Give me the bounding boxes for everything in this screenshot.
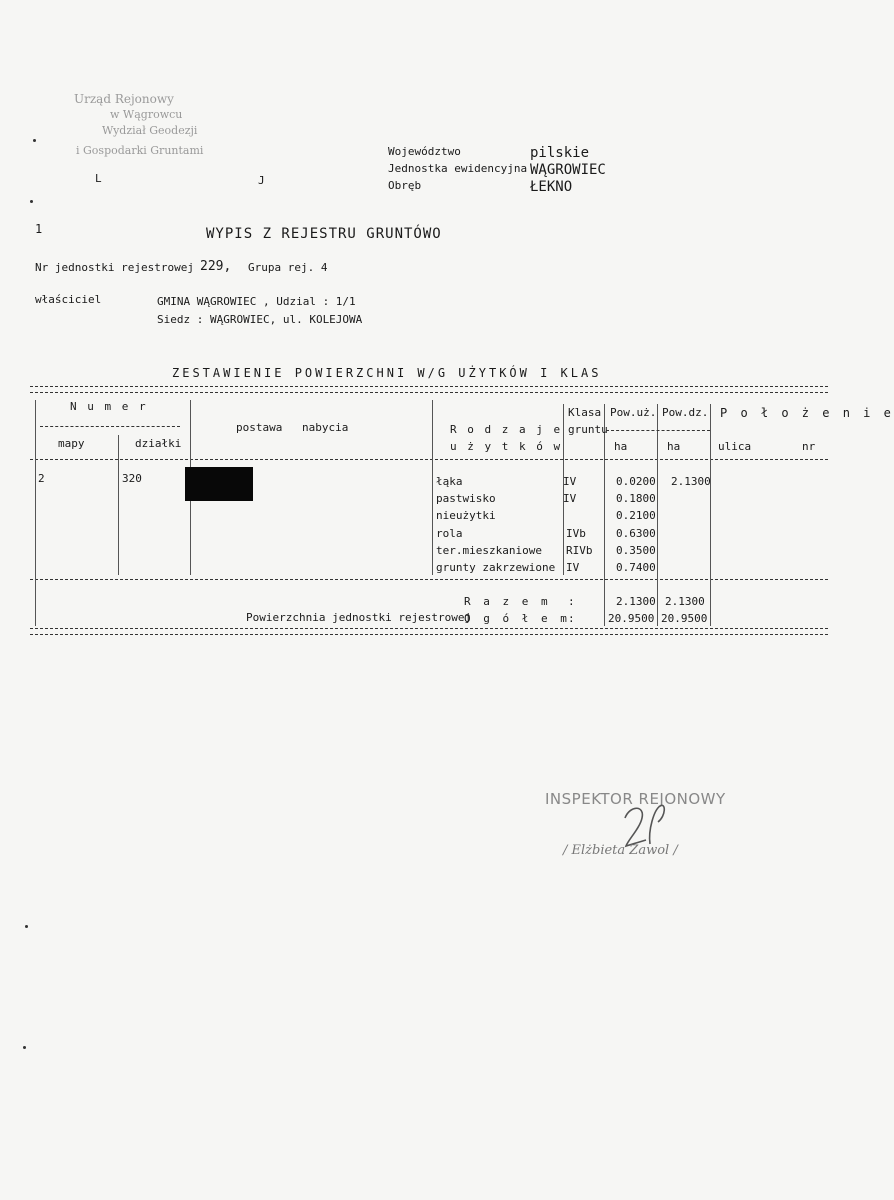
table-col-sep: [710, 404, 711, 626]
obreb-value: ŁEKNO: [530, 179, 573, 195]
header-ha-uz: ha: [614, 440, 628, 453]
cell-pow-dz: 2.1300: [671, 475, 711, 488]
header-postawa: postawa: [236, 421, 283, 434]
header-nr: nr: [802, 440, 816, 453]
bracket-left: L: [95, 172, 102, 185]
table-col-sep: [563, 404, 564, 575]
header-rodzaje: R o d z a j e: [450, 423, 563, 436]
ogolem-colon: :: [568, 612, 575, 625]
jednostka-value: WĄGROWIEC: [530, 162, 606, 178]
cell-uzytek: łąka: [436, 475, 463, 488]
cell-pow-uz: 0.7400: [616, 561, 656, 574]
office-stamp-line2: w Wągrowcu: [110, 108, 183, 121]
cell-pow-uz: 0.0200: [616, 475, 656, 488]
table-col-sep: [604, 404, 605, 626]
razem-colon: :: [568, 595, 575, 608]
office-stamp-line1: Urząd Rejonowy: [74, 92, 174, 106]
header-numer-rule: [40, 426, 180, 427]
header-pow-dz: Pow.dz.: [662, 406, 709, 419]
cell-klasa: IV: [566, 561, 580, 574]
ogolem-pow-uz: 20.9500: [608, 612, 655, 625]
cell-klasa: RIVb: [566, 544, 593, 557]
header-klasa: Klasa: [568, 406, 602, 419]
razem-pow-dz: 2.1300: [665, 595, 705, 608]
office-stamp-line4: i Gospodarki Gruntami: [76, 144, 204, 157]
table-col-sep: [657, 404, 658, 626]
registry-group: Grupa rej. 4: [248, 261, 328, 274]
bracket-right: J: [258, 174, 265, 187]
cell-pow-uz: 0.1800: [616, 492, 656, 505]
cell-uzytek: ter.mieszkaniowe: [436, 544, 542, 557]
header-numer: N u m e r: [70, 400, 148, 413]
owner-label: właściciel: [35, 293, 102, 306]
table-col-sep: [432, 400, 433, 575]
punch-dot: [25, 925, 28, 928]
owner-seat: Siedz : WĄGROWIEC, ul. KOLEJOWA: [157, 313, 363, 326]
cell-klasa: IVb: [566, 527, 586, 540]
cell-uzytek: rola: [436, 527, 463, 540]
header-dzialki: działki: [135, 437, 182, 450]
inspector-name: / Elżbieta Zawol /: [563, 843, 678, 858]
office-stamp-line3: Wydział Geodezji: [102, 124, 198, 137]
header-nabycia: nabycia: [302, 421, 349, 434]
cell-pow-uz: 0.2100: [616, 509, 656, 522]
header-ulica: ulica: [718, 440, 752, 453]
document-title: WYPIS Z REJESTRU GRUNTÓWO: [206, 226, 442, 242]
header-polozenie: P o ł o ż e n i e: [720, 406, 894, 420]
redaction-box: [185, 467, 253, 501]
jednostka-label: Jednostka ewidencyjna: [388, 162, 528, 175]
office-stamp: [70, 92, 250, 182]
table-rule-header: [30, 459, 828, 460]
header-uzytkow: u ż y t k ó w: [450, 440, 563, 453]
cell-dzialka: 320: [122, 472, 142, 485]
cell-pow-uz: 0.3500: [616, 544, 656, 557]
obreb-label: Obręb: [388, 179, 422, 192]
inspector-stamp: [545, 790, 745, 870]
owner-name: GMINA WĄGROWIEC , Udzial : 1/1: [157, 295, 356, 308]
table-rule-body: [30, 579, 828, 580]
razem-pow-uz: 2.1300: [616, 595, 656, 608]
cell-uzytek: pastwisko: [436, 492, 496, 505]
punch-dot: [23, 1046, 26, 1049]
table-rule-bottom: [30, 628, 828, 629]
header-pow-rule: [606, 430, 710, 431]
header-gruntu: gruntu: [568, 423, 608, 436]
header-pow-uz: Pow.uż.: [610, 406, 657, 419]
cell-uzytek: grunty zakrzewione: [436, 561, 556, 574]
wojewodztwo-value: pilskie: [530, 145, 590, 161]
summary-title: ZESTAWIENIE POWIERZCHNI W/G UŻYTKÓW I KLAS: [172, 366, 602, 380]
cell-pow-uz: 0.6300: [616, 527, 656, 540]
razem-label: R a z e m: [464, 595, 551, 608]
table-col-sep: [35, 400, 36, 626]
table-rule-top: [30, 386, 828, 387]
cell-uzytek: nieużytki: [436, 509, 496, 522]
page-number: 1: [35, 222, 43, 236]
ogolem-label: O g ó ł e m: [464, 612, 570, 625]
punch-dot: [30, 200, 33, 203]
cell-klasa: IV: [563, 492, 577, 505]
registry-unit-value: 229,: [200, 259, 232, 274]
registry-unit-label: Nr jednostki rejestrowej: [35, 261, 194, 274]
table-col-sep: [118, 435, 119, 575]
punch-dot: [33, 139, 36, 142]
ogolem-pow-dz: 20.9500: [661, 612, 708, 625]
unit-area-label: Powierzchnia jednostki rejestrowej: [246, 611, 472, 624]
cell-klasa: IV: [563, 475, 577, 488]
wojewodztwo-label: Województwo: [388, 145, 461, 158]
table-rule-top2: [30, 392, 828, 393]
inspector-title: INSPEKTOR REJONOWY: [545, 790, 726, 808]
header-ha-dz: ha: [667, 440, 681, 453]
cell-mapa: 2: [38, 472, 45, 485]
table-rule-bottom2: [30, 634, 828, 635]
header-mapy: mapy: [58, 437, 85, 450]
